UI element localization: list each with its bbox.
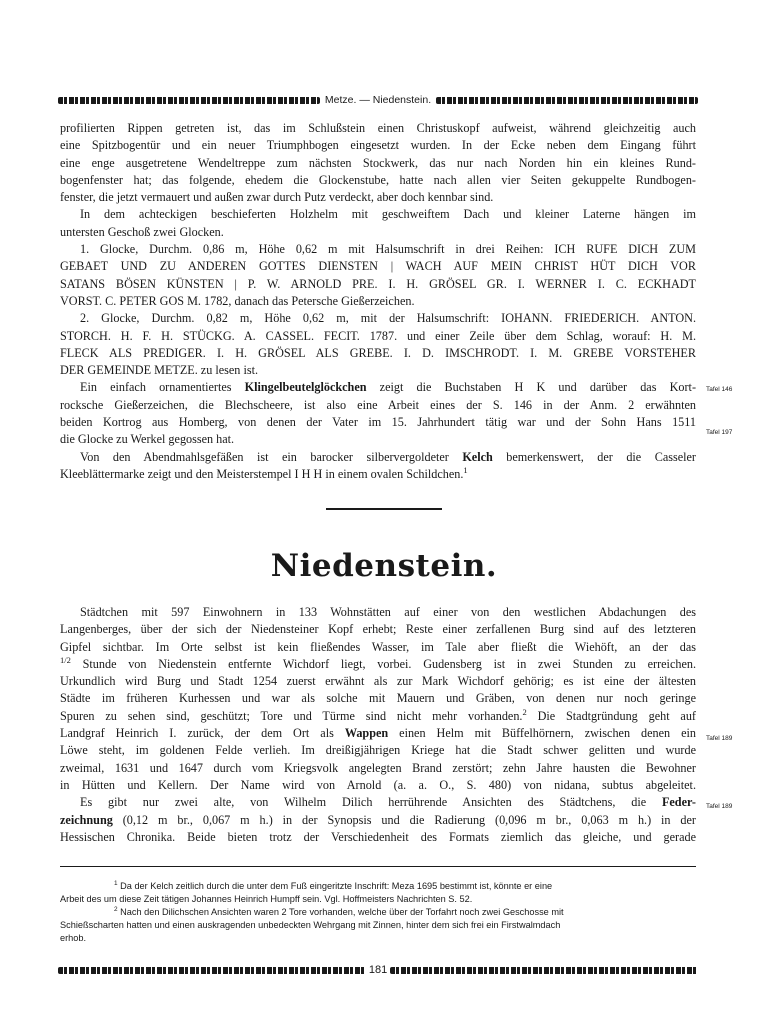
text-line: FLECK ALS PREDIGER. I. H. GRÖSEL ALS GREBE. I. D. IMSCHRODT. I. M. GREBE VORSTEHER (60, 345, 696, 360)
niedenstein-text-block (60, 604, 696, 846)
running-head (58, 93, 698, 107)
bold-term-kelch: Kelch (462, 449, 493, 464)
text-line: Schießscharten hatten und einen auskragenden unbedeckten Wehrgang mit Zinnen, hinter dem sich frei ein Firstwalmdach (60, 920, 561, 930)
text-line (60, 379, 696, 396)
text-line (60, 880, 696, 893)
text-line: 2. Glocke, Durchm. 0,82 m, Höhe 0,62 m, mit der Halsumschrift: IOHANN. FRIEDERICH. ANTON. (80, 311, 696, 326)
text-line: VORST. C. PETER GOS M. 1782, danach das Petersche Gießerzeichen. (60, 293, 415, 308)
text-line: untersten Geschoß zwei Glocken. (60, 224, 224, 239)
niedenstein-paragraph-2 (60, 794, 696, 846)
glocke2-paragraph (60, 310, 696, 379)
text-line: Städtchen mit 597 Einwohnern in 133 Wohnstätten auf einer von den westlichen Abdachungen des (80, 605, 696, 619)
text-line (60, 708, 696, 725)
footnote-number: 2 (114, 905, 118, 913)
footnote-number: 1 (114, 879, 118, 887)
text-line: Hessischen Chronika. Beide bieten trotz der Verschiedenheit des Formats ziemlich das gleiche, und gerade (60, 829, 696, 844)
footnote-rule (60, 866, 696, 867)
page-number: 181 (368, 964, 388, 976)
bottom-ornament (58, 964, 698, 976)
text-run: Die Stadtgründung geht auf (526, 708, 696, 723)
section-title: Niedenstein. (270, 548, 498, 584)
text-line: die Glocke zu Werkel gegossen hat. (60, 432, 235, 447)
text-line: 1. Glocke, Durchm. 0,86 m, Höhe 0,62 m mit Halsumschrift in drei Reihen: ICH RUFE DICH ZUM (80, 242, 696, 257)
metze-text-block (60, 120, 696, 483)
text-line: Langenberges, über der sich der Niedensteiner Kopf erhebt; Reste einer zerfallenen Burg sind auf des letzteren (60, 622, 696, 637)
text-line: STORCH. H. F. H. STÜCKG. A. CASSEL. FECIT. 1787. und einer Zeile über dem Schlag, worauf: H. M. (60, 328, 696, 343)
section-divider (326, 508, 442, 510)
footnotes (60, 880, 696, 945)
text-run: Kleeblättermarke zeigt und den Meisterstempel I H H in einem ovalen Schildchen. (60, 466, 464, 481)
footnote-2 (60, 906, 696, 945)
text-run: Ein einfach ornamentiertes (80, 380, 245, 395)
text-line: Arbeit des um diese Zeit tätigen Johannes Heinrich Humpff sein. Vgl. Hoffmeisters Nachrichten S. 52. (60, 894, 473, 904)
text-run: Stunde von Niedenstein entfernte Wichdorf liegt, vorbei. Gudensberg ist in zwei Stunden zu erreichen. (70, 656, 696, 671)
text-run: bemerkenswert, der die Casseler (492, 449, 696, 464)
text-line (60, 812, 696, 829)
running-head-text: Metze. — Niedenstein. (324, 94, 432, 106)
text-line (60, 906, 696, 919)
text-line: bogenfenster hat; das folgende, ehedem die Glockenstube, hatte nach allen vier Seiten gekuppelte Rundbogen- (60, 172, 696, 187)
text-line: DER GEMEINDE METZE. zu lesen ist. (60, 363, 259, 378)
text-line (60, 449, 696, 466)
glocke1-paragraph (60, 241, 696, 310)
sidenote-tafel-197: Tafel 197 (706, 429, 733, 436)
footnote-ref[interactable]: 1 (463, 464, 468, 475)
sidenote-tafel-146: Tafel 146 (706, 386, 733, 393)
ornament-border-left (58, 967, 366, 974)
text-line: GEBAET UND ZU ANDEREN GOTTES DIENSTEN | WACH AUF MEIN CHRIST HÜT DICH VOR (60, 259, 696, 274)
text-line (60, 656, 696, 673)
text-run: Von den Abendmahlsgefäßen ist ein barocker silbervergoldeter (80, 449, 463, 464)
footnote-1 (60, 880, 696, 906)
text-run: zeigt die Buchstaben H K und darüber das Kort- (366, 380, 696, 395)
fraction: 1/2 (60, 654, 71, 665)
text-run: Da der Kelch zeitlich durch die unter dem Fuß eingeritzte Inschrift: Meza 1695 bestimmt ist, könnte er eine (117, 881, 553, 891)
ornament-border-right (390, 967, 698, 974)
footnote-ref[interactable]: 2 (522, 706, 527, 717)
niedenstein-paragraph-1 (60, 604, 696, 794)
text-line: Löwe steht, im goldenen Felde verlieh. Im dreißigjährigen Kriege hat die Stadt schwer gelitten und wurde (60, 743, 696, 758)
text-line (60, 725, 696, 742)
text-line: SATANS BÖSEN KÜNSTEN | P. W. ARNOLD PRE. I. H. GRÖSEL GR. I. WERNER I. C. ECKHADT (60, 276, 696, 291)
text-line: erhob. (60, 933, 87, 943)
text-line: profilierten Rippen getreten ist, das im Schlußstein einen Christuskopf aufweist, während gleichzeitig auch (60, 121, 696, 135)
klingel-paragraph (60, 379, 696, 448)
bold-term-wappen: Wappen (344, 726, 389, 741)
bold-term-zeichnung: zeichnung (60, 812, 113, 827)
helm-paragraph (60, 206, 696, 241)
text-line (60, 794, 696, 811)
kelch-paragraph (60, 449, 696, 484)
text-line: Städte im früheren Kurhessen und war als solche mit Mauern und Gräben, von denen nur noch geringe (60, 691, 696, 706)
text-run: einen Helm mit Büffelhörnern, zwischen denen ein (388, 726, 696, 741)
bold-term-klingelbeutel: Klingelbeutelglöckchen (244, 380, 367, 395)
text-line: eine Spitzbogentür und ein neuer Triumphbogen eingesetzt wurden. In der Ecke neben dem Eingang führt (60, 138, 696, 153)
sidenote-tafel-189: Tafel 189 (706, 735, 733, 742)
text-line (60, 466, 696, 483)
text-line: zweimal, 1631 und 1647 durch vom Kriegsvolk angelegten Brand zerstört; zehn Jahre hausten die Bewohner (60, 760, 696, 775)
text-line: Urkundlich wird Burg und Stadt 1254 zuerst erwähnt als zur Mark Wichdorf gehörig; es ist eine der ältesten (60, 674, 696, 689)
text-run: Landgraf Heinrich I. zurück, der dem Ort als (60, 726, 345, 741)
text-run: Spuren zu sehen sind, geschützt; Tore und Türme sind nicht mehr vorhanden. (60, 708, 523, 723)
text-run: (0,12 m br., 0,067 m h.) in der Synopsis und die Radierung (0,096 m br., 0,063 m h.) in der (112, 812, 696, 827)
text-line: Gipfel sichtbar. Im Orte selbst ist kein fließendes Wasser, im Tale aber fließt die Wiehöft, an der das (60, 639, 696, 654)
text-line: in Hütten und Kellern. Der Name wird von Arnold (a. a. O., S. 480) von nidana, subtus abgeleitet. (60, 777, 696, 792)
ornament-border-right (436, 97, 698, 104)
text-line: eine enge ausgetretene Wendeltreppe zum nächsten Stockwerk, das nur nach Norden hin ein kleines Rund- (60, 155, 696, 170)
text-run: Nach den Dilichschen Ansichten waren 2 Tore vorhanden, welche über der Torfahrt noch zwei Geschosse mit (117, 907, 564, 917)
bold-term-feder: Feder- (661, 795, 696, 810)
text-run: Es gibt nur zwei alte, von Wilhelm Dilich herrührende Ansichten des Städtchens, die (80, 795, 662, 810)
text-line: fenster, die jetzt vermauert und außen zwar durch Putz verdeckt, aber doch kennbar sind. (60, 190, 494, 205)
text-line: In dem achteckigen beschieferten Holzhelm mit geschweiftem Dach und kleiner Laterne hängen im (80, 207, 696, 222)
text-line: beiden Kortrog aus Homberg, von denen der Vater im 15. Jahrhundert tätig war und der Sohn Hans 1511 (60, 415, 696, 430)
ornament-border-left (58, 97, 320, 104)
text-line: rocksche Gießerzeichen, die Blechscheere, ist also eine Arbeit eines der S. 146 in der Anm. 2 erwähnten (60, 397, 696, 412)
sidenote-tafel-189: Tafel 189 (706, 803, 733, 810)
metze-paragraph (60, 120, 696, 206)
